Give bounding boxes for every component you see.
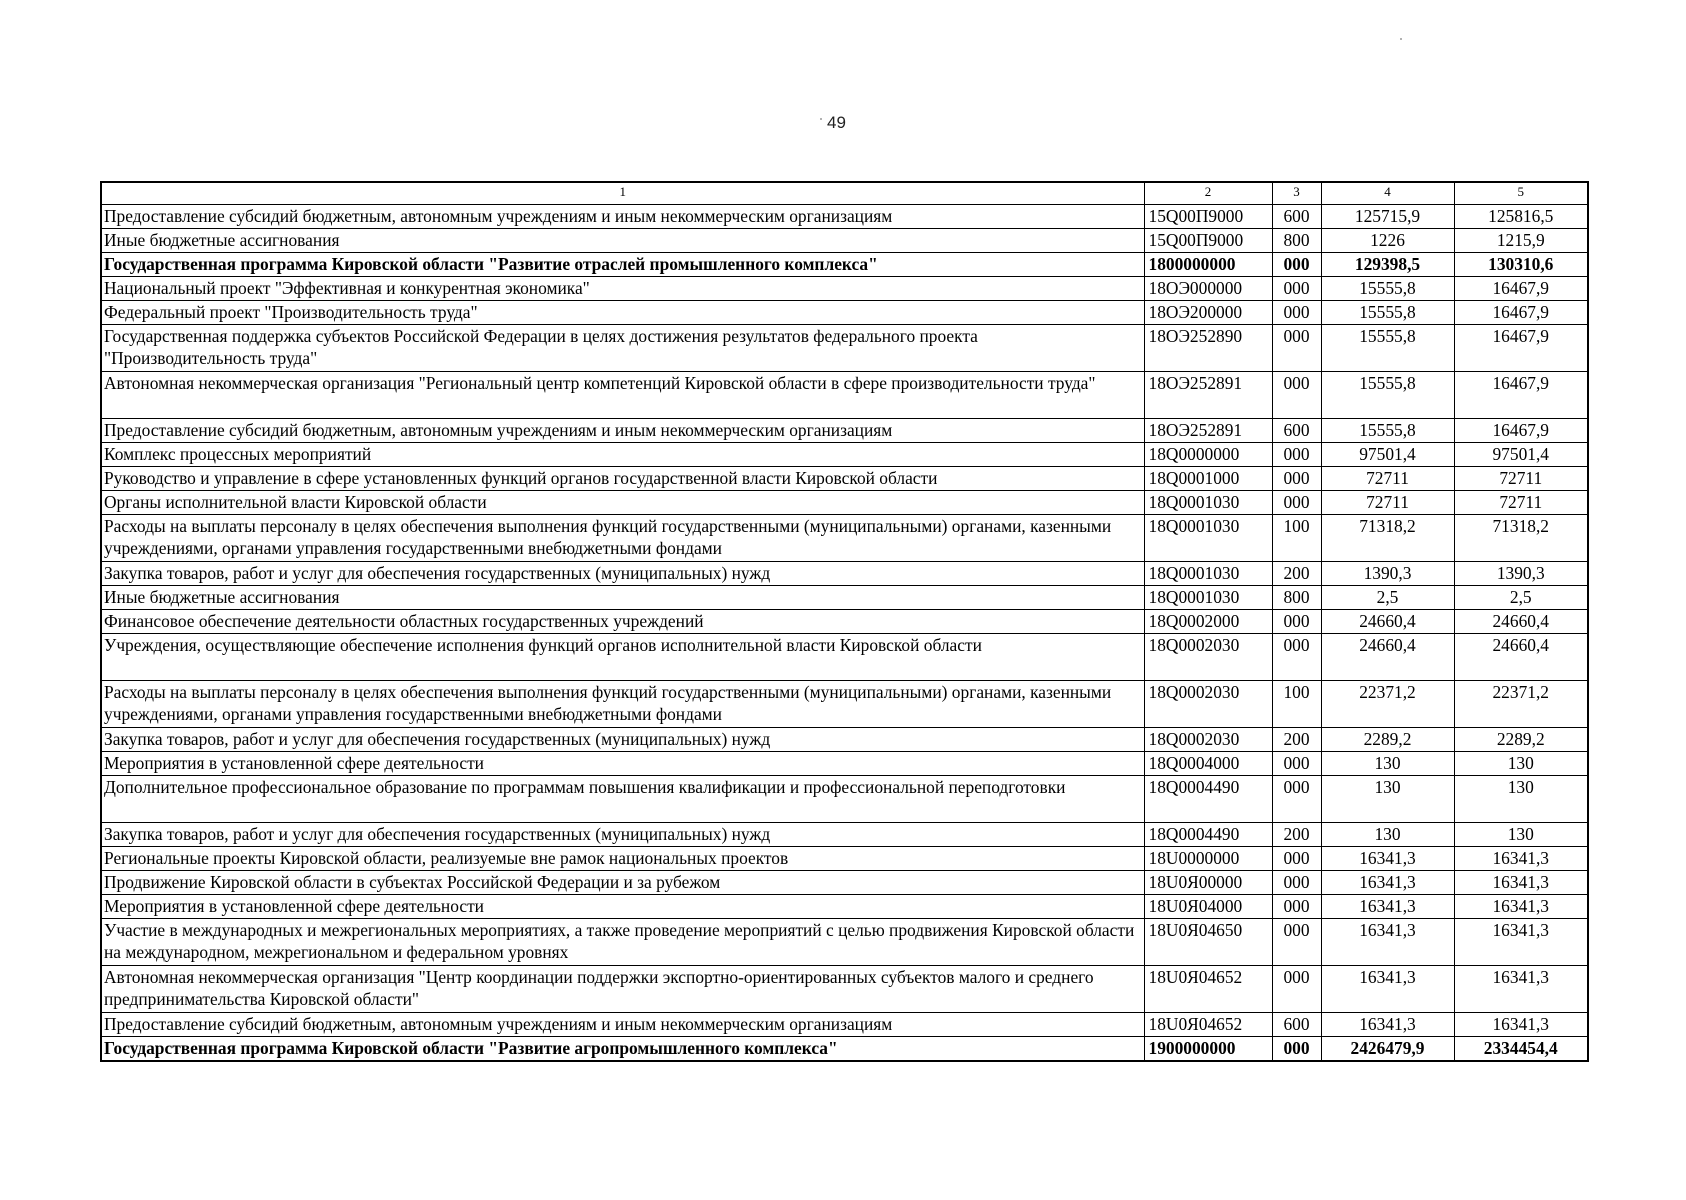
row-code-cell: 18Q0000000: [1144, 442, 1272, 466]
row-expense-type-cell: 000: [1272, 466, 1321, 490]
row-value-2025-cell: 97501,4: [1454, 442, 1588, 466]
table-row: [101, 561, 1588, 585]
row-value-2025-cell: 24660,4: [1454, 609, 1588, 633]
row-code-cell: 18Q0004000: [1144, 751, 1272, 775]
row-name-cell: Автономная некоммерческая организация "Региональный центр компетенций Кировской области в сфере производительности труда": [101, 371, 1144, 418]
row-value-2025-cell: 1215,9: [1454, 228, 1588, 252]
row-code-cell: 18Q0001000: [1144, 466, 1272, 490]
table-row: [101, 204, 1588, 228]
row-value-2025-cell: 16467,9: [1454, 300, 1588, 324]
table-row: [101, 846, 1588, 870]
row-value-2024-cell: 16341,3: [1321, 870, 1454, 894]
row-code-cell: 18U0Я04652: [1144, 1012, 1272, 1036]
row-expense-type-cell: 100: [1272, 680, 1321, 727]
row-code-cell: 18Q0001030: [1144, 490, 1272, 514]
row-name-cell: Государственная поддержка субъектов Российской Федерации в целях достижения результатов федерального проекта "Производительность труда": [101, 324, 1144, 371]
row-code-cell: 18ОЭ200000: [1144, 300, 1272, 324]
row-expense-type-cell: 000: [1272, 894, 1321, 918]
row-code-cell: 18U0Я04652: [1144, 965, 1272, 1012]
row-value-2024-cell: 72711: [1321, 466, 1454, 490]
table-row: [101, 1036, 1588, 1061]
row-value-2024-cell: 125715,9: [1321, 204, 1454, 228]
row-code-cell: 18U0000000: [1144, 846, 1272, 870]
budget-table: [100, 181, 1589, 1062]
row-code-cell: 1900000000: [1144, 1036, 1272, 1061]
row-name-cell: Предоставление субсидий бюджетным, автономным учреждениям и иным некоммерческим организациям: [101, 204, 1144, 228]
row-value-2024-cell: 22371,2: [1321, 680, 1454, 727]
row-name-cell: Дополнительное профессиональное образование по программам повышения квалификации и профессиональной переподготовки: [101, 775, 1144, 822]
row-value-2025-cell: 16467,9: [1454, 324, 1588, 371]
table-row: [101, 680, 1588, 727]
row-expense-type-cell: 000: [1272, 775, 1321, 822]
row-code-cell: 18Q0002030: [1144, 680, 1272, 727]
scan-speck: [820, 118, 822, 120]
row-expense-type-cell: 000: [1272, 609, 1321, 633]
row-value-2024-cell: 16341,3: [1321, 1012, 1454, 1036]
table-row: [101, 727, 1588, 751]
table-row: [101, 371, 1588, 418]
row-expense-type-cell: 000: [1272, 300, 1321, 324]
table-row: [101, 1012, 1588, 1036]
row-value-2025-cell: 16341,3: [1454, 846, 1588, 870]
row-expense-type-cell: 600: [1272, 1012, 1321, 1036]
column-header-4: 4: [1321, 182, 1454, 204]
row-value-2024-cell: 1390,3: [1321, 561, 1454, 585]
row-expense-type-cell: 000: [1272, 324, 1321, 371]
row-expense-type-cell: 600: [1272, 418, 1321, 442]
row-code-cell: 18Q0001030: [1144, 514, 1272, 561]
row-name-cell: Предоставление субсидий бюджетным, автономным учреждениям и иным некоммерческим организациям: [101, 418, 1144, 442]
column-header-5: 5: [1454, 182, 1588, 204]
row-expense-type-cell: 200: [1272, 727, 1321, 751]
row-expense-type-cell: 000: [1272, 442, 1321, 466]
row-value-2024-cell: 71318,2: [1321, 514, 1454, 561]
row-name-cell: Федеральный проект "Производительность труда": [101, 300, 1144, 324]
row-name-cell: Продвижение Кировской области в субъектах Российской Федерации и за рубежом: [101, 870, 1144, 894]
row-value-2024-cell: 24660,4: [1321, 633, 1454, 680]
row-code-cell: 18Q0004490: [1144, 822, 1272, 846]
row-value-2025-cell: 2,5: [1454, 585, 1588, 609]
row-value-2025-cell: 16341,3: [1454, 894, 1588, 918]
column-header-1: 1: [101, 182, 1144, 204]
row-expense-type-cell: 600: [1272, 204, 1321, 228]
row-value-2024-cell: 97501,4: [1321, 442, 1454, 466]
row-code-cell: 18Q0002030: [1144, 633, 1272, 680]
row-value-2024-cell: 129398,5: [1321, 252, 1454, 276]
row-code-cell: 18Q0001030: [1144, 561, 1272, 585]
column-header-2: 2: [1144, 182, 1272, 204]
table-body: [101, 204, 1588, 1061]
table-row: [101, 585, 1588, 609]
row-value-2025-cell: 16341,3: [1454, 918, 1588, 965]
row-value-2025-cell: 16467,9: [1454, 371, 1588, 418]
row-value-2025-cell: 72711: [1454, 466, 1588, 490]
row-code-cell: 18Q0002000: [1144, 609, 1272, 633]
row-code-cell: 18ОЭ000000: [1144, 276, 1272, 300]
row-value-2024-cell: 24660,4: [1321, 609, 1454, 633]
row-value-2024-cell: 2,5: [1321, 585, 1454, 609]
row-expense-type-cell: 000: [1272, 490, 1321, 514]
row-value-2025-cell: 16467,9: [1454, 418, 1588, 442]
table-row: [101, 822, 1588, 846]
row-name-cell: Участие в международных и межрегиональных мероприятиях, а также проведение мероприятий с целью продвижения Кировской области на международном, межрегиональном и федеральном уровнях: [101, 918, 1144, 965]
row-expense-type-cell: 000: [1272, 252, 1321, 276]
row-value-2024-cell: 2426479,9: [1321, 1036, 1454, 1061]
row-expense-type-cell: 000: [1272, 965, 1321, 1012]
column-header-3: 3: [1272, 182, 1321, 204]
row-value-2025-cell: 71318,2: [1454, 514, 1588, 561]
table-row: [101, 442, 1588, 466]
row-value-2024-cell: 15555,8: [1321, 300, 1454, 324]
row-value-2025-cell: 16341,3: [1454, 965, 1588, 1012]
row-expense-type-cell: 000: [1272, 371, 1321, 418]
row-value-2024-cell: 130: [1321, 751, 1454, 775]
row-value-2025-cell: 16341,3: [1454, 870, 1588, 894]
row-expense-type-cell: 000: [1272, 870, 1321, 894]
row-value-2025-cell: 24660,4: [1454, 633, 1588, 680]
row-value-2024-cell: 16341,3: [1321, 965, 1454, 1012]
row-code-cell: 18ОЭ252891: [1144, 371, 1272, 418]
table-row: [101, 490, 1588, 514]
row-value-2025-cell: 72711: [1454, 490, 1588, 514]
row-value-2025-cell: 130310,6: [1454, 252, 1588, 276]
row-value-2025-cell: 1390,3: [1454, 561, 1588, 585]
table-row: [101, 228, 1588, 252]
table-row: [101, 418, 1588, 442]
table-row: [101, 466, 1588, 490]
row-name-cell: Закупка товаров, работ и услуг для обеспечения государственных (муниципальных) нужд: [101, 727, 1144, 751]
row-value-2024-cell: 15555,8: [1321, 324, 1454, 371]
scan-speck: [1400, 38, 1402, 40]
row-expense-type-cell: 800: [1272, 228, 1321, 252]
row-code-cell: 1800000000: [1144, 252, 1272, 276]
row-name-cell: Комплекс процессных мероприятий: [101, 442, 1144, 466]
table-row: [101, 965, 1588, 1012]
row-expense-type-cell: 200: [1272, 822, 1321, 846]
row-expense-type-cell: 000: [1272, 276, 1321, 300]
row-value-2025-cell: 16467,9: [1454, 276, 1588, 300]
row-expense-type-cell: 000: [1272, 918, 1321, 965]
row-name-cell: Финансовое обеспечение деятельности областных государственных учреждений: [101, 609, 1144, 633]
table-row: [101, 775, 1588, 822]
row-name-cell: Руководство и управление в сфере установленных функций органов государственной власти Кировской области: [101, 466, 1144, 490]
row-value-2024-cell: 130: [1321, 775, 1454, 822]
row-name-cell: Органы исполнительной власти Кировской области: [101, 490, 1144, 514]
row-expense-type-cell: 000: [1272, 751, 1321, 775]
row-name-cell: Расходы на выплаты персоналу в целях обеспечения выполнения функций государственными (муниципальными) органами, казенными учреждениями, органами управления государственными внебюджетными фондами: [101, 514, 1144, 561]
budget-table-container: [100, 181, 1587, 1062]
row-code-cell: 18Q0002030: [1144, 727, 1272, 751]
row-value-2024-cell: 16341,3: [1321, 894, 1454, 918]
row-value-2025-cell: 22371,2: [1454, 680, 1588, 727]
row-code-cell: 18U0Я04000: [1144, 894, 1272, 918]
row-code-cell: 18U0Я04650: [1144, 918, 1272, 965]
row-expense-type-cell: 000: [1272, 633, 1321, 680]
row-code-cell: 18U0Я00000: [1144, 870, 1272, 894]
row-value-2025-cell: 130: [1454, 822, 1588, 846]
row-name-cell: Государственная программа Кировской области "Развитие отраслей промышленного комплекса": [101, 252, 1144, 276]
row-name-cell: Автономная некоммерческая организация "Центр координации поддержки экспортно-ориентированных субъектов малого и среднего предпринимательства Кировской области": [101, 965, 1144, 1012]
row-value-2024-cell: 72711: [1321, 490, 1454, 514]
row-value-2024-cell: 1226: [1321, 228, 1454, 252]
table-row: [101, 276, 1588, 300]
row-name-cell: Учреждения, осуществляющие обеспечение исполнения функций органов исполнительной власти Кировской области: [101, 633, 1144, 680]
row-name-cell: Иные бюджетные ассигнования: [101, 585, 1144, 609]
table-row: [101, 918, 1588, 965]
row-expense-type-cell: 800: [1272, 585, 1321, 609]
row-name-cell: Государственная программа Кировской области "Развитие агропромышленного комплекса": [101, 1036, 1144, 1061]
row-name-cell: Закупка товаров, работ и услуг для обеспечения государственных (муниципальных) нужд: [101, 561, 1144, 585]
table-header-row: [101, 182, 1588, 204]
table-row: [101, 633, 1588, 680]
table-row: [101, 751, 1588, 775]
row-value-2025-cell: 125816,5: [1454, 204, 1588, 228]
row-value-2025-cell: 130: [1454, 751, 1588, 775]
row-name-cell: Национальный проект "Эффективная и конкурентная экономика": [101, 276, 1144, 300]
row-code-cell: 18Q0004490: [1144, 775, 1272, 822]
table-row: [101, 514, 1588, 561]
row-value-2024-cell: 16341,3: [1321, 846, 1454, 870]
table-row: [101, 894, 1588, 918]
row-name-cell: Региональные проекты Кировской области, реализуемые вне рамок национальных проектов: [101, 846, 1144, 870]
row-value-2024-cell: 130: [1321, 822, 1454, 846]
row-name-cell: Расходы на выплаты персоналу в целях обеспечения выполнения функций государственными (муниципальными) органами, казенными учреждениями, органами управления государственными внебюджетными фондами: [101, 680, 1144, 727]
row-name-cell: Мероприятия в установленной сфере деятельности: [101, 751, 1144, 775]
row-value-2025-cell: 2289,2: [1454, 727, 1588, 751]
row-expense-type-cell: 200: [1272, 561, 1321, 585]
row-value-2024-cell: 15555,8: [1321, 276, 1454, 300]
row-code-cell: 18Q0001030: [1144, 585, 1272, 609]
row-code-cell: 18ОЭ252891: [1144, 418, 1272, 442]
row-name-cell: Закупка товаров, работ и услуг для обеспечения государственных (муниципальных) нужд: [101, 822, 1144, 846]
row-value-2025-cell: 130: [1454, 775, 1588, 822]
row-name-cell: Предоставление субсидий бюджетным, автономным учреждениям и иным некоммерческим организациям: [101, 1012, 1144, 1036]
row-name-cell: Мероприятия в установленной сфере деятельности: [101, 894, 1144, 918]
table-row: [101, 609, 1588, 633]
row-value-2024-cell: 15555,8: [1321, 418, 1454, 442]
row-code-cell: 18ОЭ252890: [1144, 324, 1272, 371]
page-number: 49: [827, 113, 846, 132]
row-value-2024-cell: 15555,8: [1321, 371, 1454, 418]
row-expense-type-cell: 100: [1272, 514, 1321, 561]
row-code-cell: 15Q00П9000: [1144, 228, 1272, 252]
table-row: [101, 300, 1588, 324]
row-value-2024-cell: 2289,2: [1321, 727, 1454, 751]
row-value-2025-cell: 16341,3: [1454, 1012, 1588, 1036]
row-value-2024-cell: 16341,3: [1321, 918, 1454, 965]
table-row: [101, 252, 1588, 276]
row-expense-type-cell: 000: [1272, 1036, 1321, 1061]
row-value-2025-cell: 2334454,4: [1454, 1036, 1588, 1061]
table-row: [101, 324, 1588, 371]
row-name-cell: Иные бюджетные ассигнования: [101, 228, 1144, 252]
row-code-cell: 15Q00П9000: [1144, 204, 1272, 228]
row-expense-type-cell: 000: [1272, 846, 1321, 870]
table-row: [101, 870, 1588, 894]
